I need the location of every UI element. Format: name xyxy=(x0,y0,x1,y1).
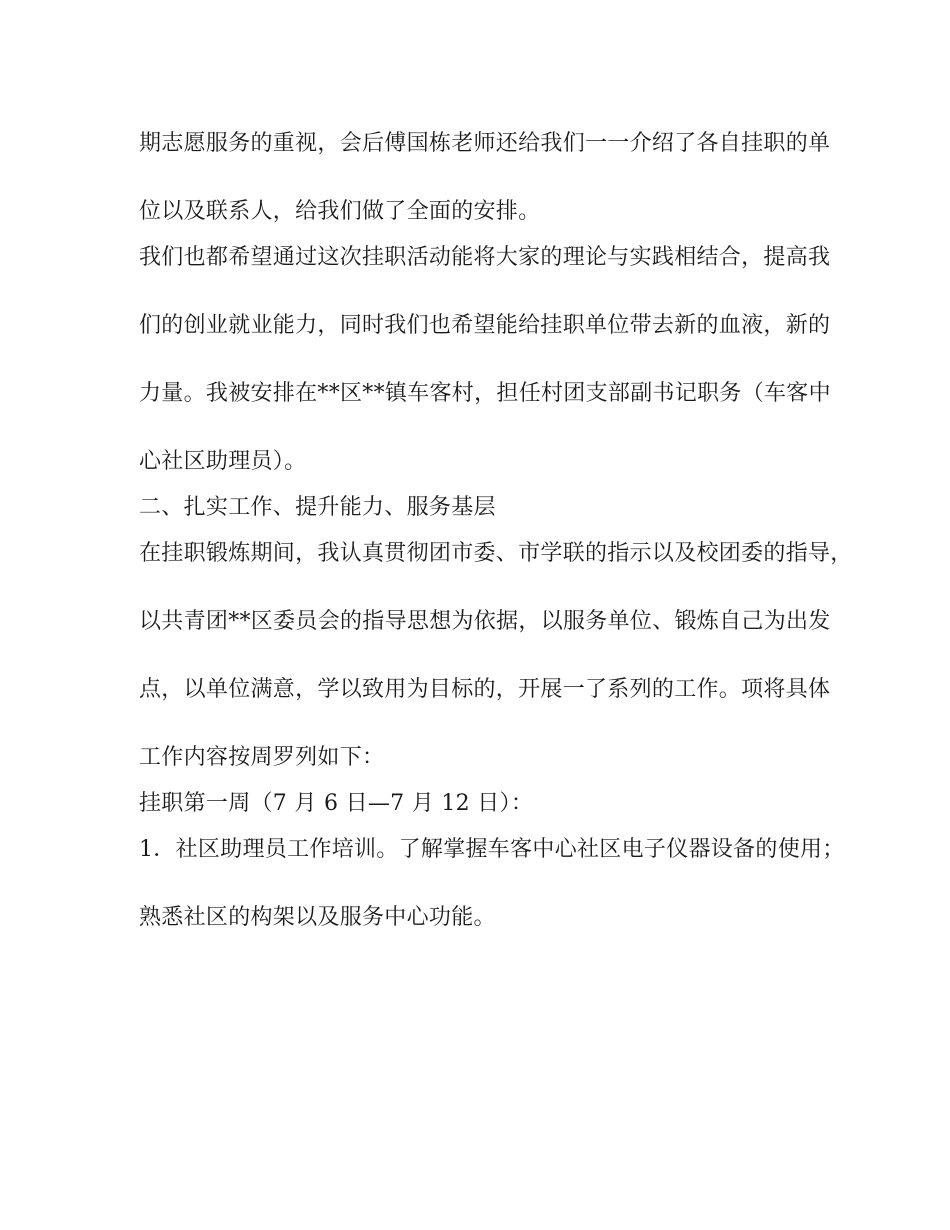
text-line: 以共青团**区委员会的指导思想为依据，以服务单位、锻炼自己为出发 xyxy=(139,609,831,634)
text-line: 熟悉社区的构架以及服务中心功能。 xyxy=(139,905,496,930)
text-line: 位以及联系人，给我们做了全面的安排。 xyxy=(139,199,541,224)
text-line: 心社区助理员）。 xyxy=(139,449,307,474)
section-heading: 二、扎实工作、提升能力、服务基层 xyxy=(139,495,496,520)
text-line: 在挂职锻炼期间，我认真贯彻团市委、市学联的指示以及校团委的指导， xyxy=(139,541,853,566)
text-line: 点，以单位满意，学以致用为目标的，开展一了系列的工作。项将具体 xyxy=(139,677,831,702)
text-line: 们的创业就业能力，同时我们也希望能给挂职单位带去新的血液，新的 xyxy=(139,313,831,338)
list-item: 1．社区助理员工作培训。了解掌握车客中心社区电子仪器设备的使用； xyxy=(139,837,845,862)
week-heading: 挂职第一周（7 月 6 日—7 月 12 日）： xyxy=(139,791,534,816)
text-line: 期志愿服务的重视，会后傅国栋老师还给我们一一介绍了各自挂职的单 xyxy=(139,131,831,156)
document-body xyxy=(139,124,853,938)
text-line: 力量。我被安排在**区**镇车客村，担任村团支部副书记职务（车客中 xyxy=(139,381,831,406)
text-line: 我们也都希望通过这次挂职活动能将大家的理论与实践相结合，提高我 xyxy=(139,245,831,270)
text-line: 工作内容按周罗列如下： xyxy=(139,745,385,770)
